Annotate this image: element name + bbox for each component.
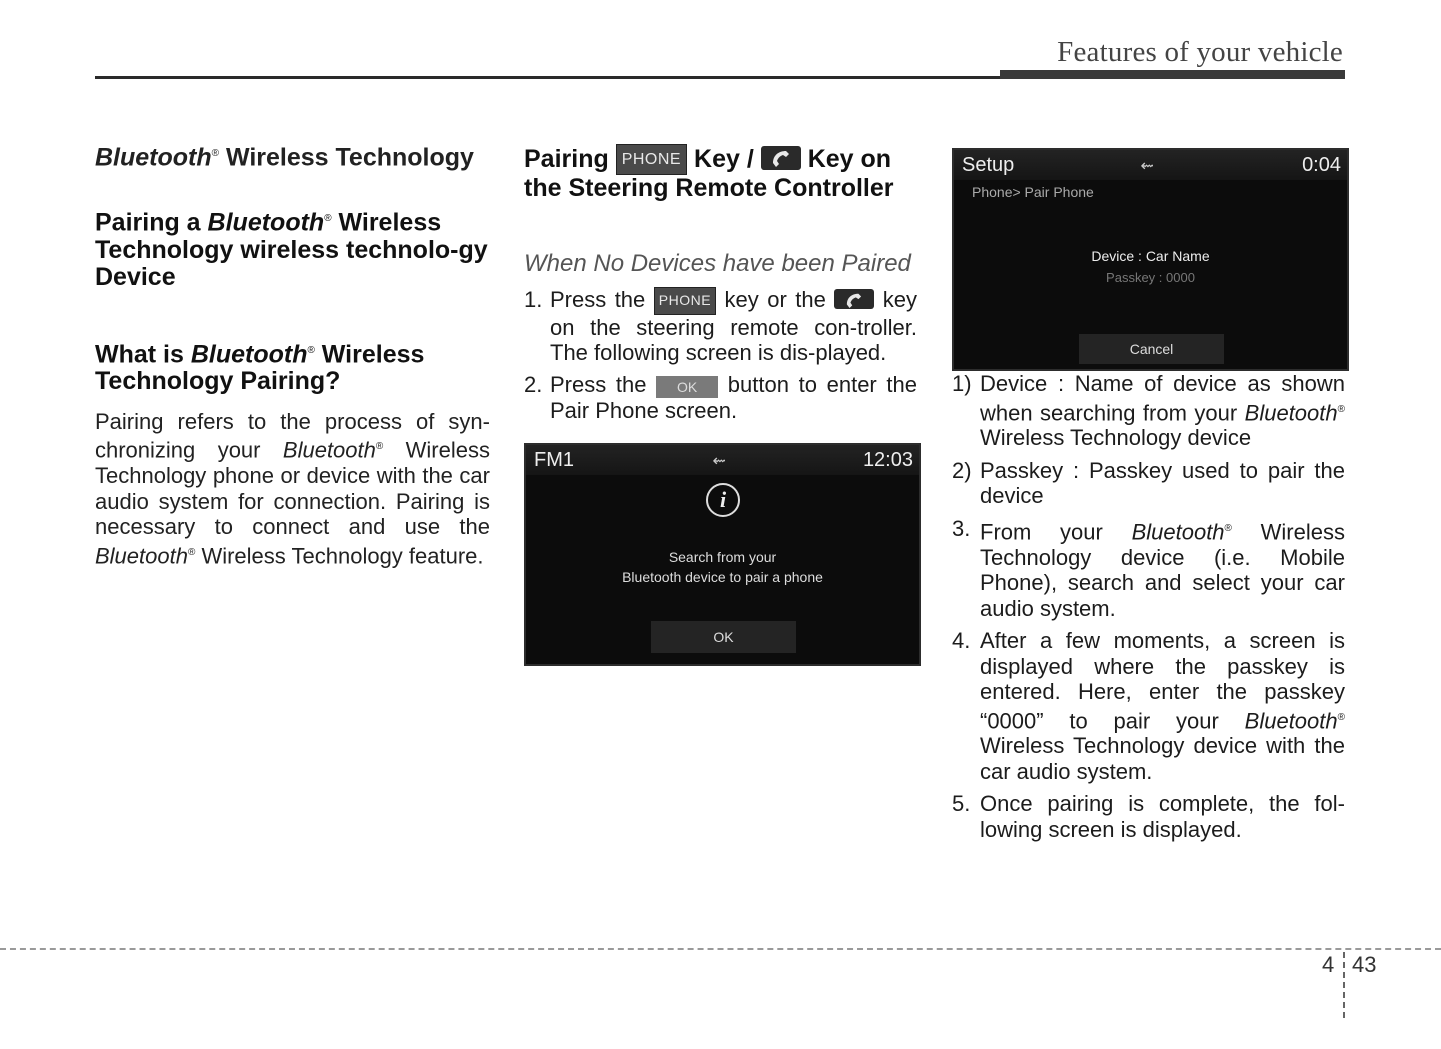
pairing-steps-list (952, 371, 1345, 842)
screen-device-name: Device : Car Name (1091, 248, 1210, 264)
column-1 (95, 140, 490, 569)
ok-key-icon: OK (656, 376, 718, 398)
section-title: Features of your vehicle (1057, 36, 1343, 68)
list-item: 1. Press the PHONE key or the key on the steering remote con-troller. The following screen is dis-played. (524, 287, 917, 365)
page-number: 43 (1352, 952, 1377, 977)
screen-passkey: Passkey : 0000 (1106, 270, 1195, 285)
steps-list (524, 287, 917, 423)
heading-pairing-device: Pairing a Bluetooth® Wireless Technology wireless technolo-gy Device (95, 208, 488, 291)
screen-message: Search from your Bluetooth device to pair a phone (622, 549, 823, 585)
header-rule-accent (1000, 70, 1345, 79)
heading-what-is-pairing: What is Bluetooth® Wireless Technology Pairing? (95, 339, 425, 395)
footer-rule (0, 948, 1441, 950)
page-number-divider (1343, 952, 1345, 1018)
call-key-icon (761, 146, 801, 170)
screen-ok-button[interactable]: OK (651, 621, 796, 653)
heading-pairing-phone-key: Pairing PHONE Key / Key on the Steering Remote Controller (524, 145, 894, 202)
screen-search-device (524, 443, 921, 666)
screen-source: FM1 (534, 449, 574, 471)
subheading-no-devices: When No Devices have been Paired (524, 250, 911, 277)
screen-breadcrumb: Phone> Pair Phone (972, 184, 1094, 200)
phone-key-icon: PHONE (654, 287, 716, 315)
screen-pair-phone (952, 148, 1349, 371)
list-item: 5. Once pairing is complete, the fol-lowing screen is displayed. (952, 791, 1345, 842)
pairing-description: Pairing refers to the process of syn-chronizing your Bluetooth® Wireless Technology phone or device with the car audio system for connection. Pairing is necessary to connect and use the Bluetooth® Wireless Technology feature. (95, 408, 490, 569)
list-item: 2. Press the OK button to enter the Pair Phone screen. (524, 371, 917, 423)
column-3 (952, 140, 1345, 849)
list-item: 1) Device : Name of device as shown when searching from your Bluetooth® Wireless Technology device (952, 371, 1345, 451)
column-2 (524, 140, 917, 666)
list-item: 3. From your Bluetooth® Wireless Technology device (i.e. Mobile Phone), search and select your car audio system. (952, 515, 1345, 621)
heading-bluetooth-wireless-technology: Bluetooth® Wireless Technology (95, 143, 474, 172)
list-item: 2) Passkey : Passkey used to pair the device (952, 457, 1345, 509)
usb-icon: ⇜ (712, 453, 726, 470)
info-icon: i (706, 483, 740, 517)
call-key-icon (834, 289, 874, 309)
chapter-number: 4 (1322, 952, 1335, 977)
phone-key-icon: PHONE (616, 144, 687, 175)
usb-icon: ⇜ (1140, 158, 1154, 175)
screen-clock: 12:03 (862, 449, 913, 471)
screen-clock: 0:04 (1302, 154, 1341, 176)
list-item: 4. After a few moments, a screen is displayed where the passkey is entered. Here, enter the passkey “0000” to pair your Bluetooth® Wireless Technology device with the car audio system. (952, 628, 1345, 784)
screen-cancel-button[interactable]: Cancel (1079, 334, 1224, 364)
screen-title: Setup (962, 154, 1015, 176)
